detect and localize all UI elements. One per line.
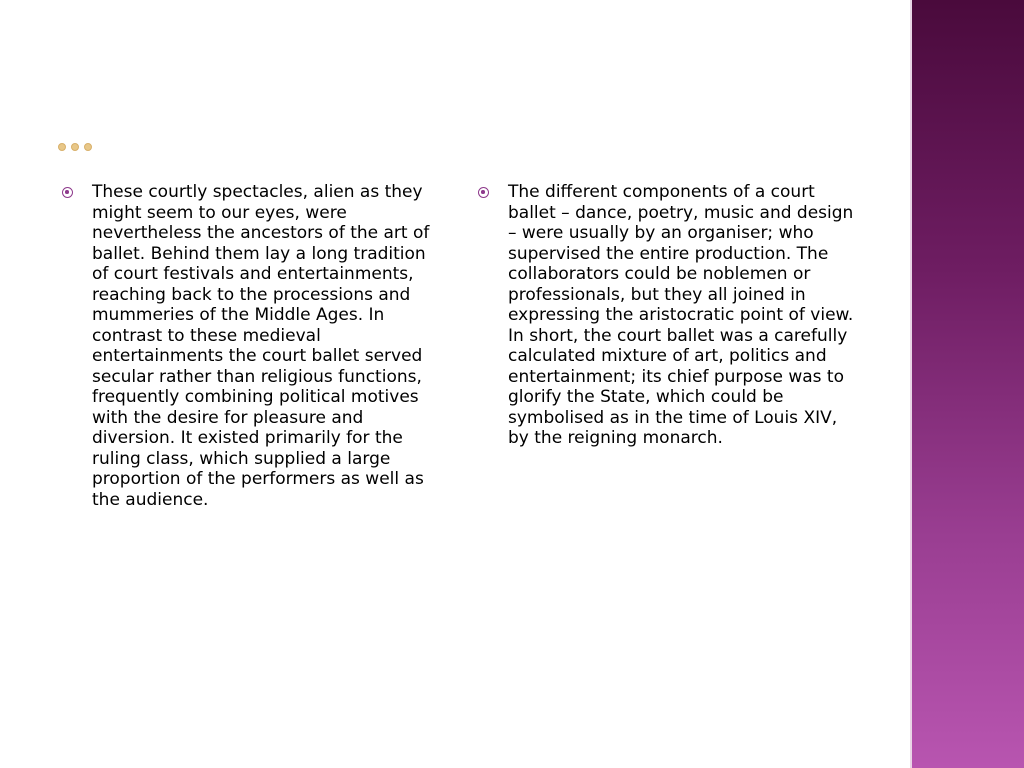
circle-dot-bullet-icon (62, 187, 73, 198)
bullet-item-right (478, 182, 858, 449)
left-column (62, 182, 440, 510)
right-column (478, 182, 858, 449)
ellipsis-dots-icon (58, 143, 92, 151)
dot-icon (84, 143, 92, 151)
dot-icon (71, 143, 79, 151)
left-paragraph-text: These courtly spectacles, alien as they might seem to our eyes, were nevertheless the ancestors of the art of ballet. Behind them lay a long tradition of court festivals and entertainments, reaching back to the processions and mummeries of the Middle Ages. In contrast to these medieval entertainments the court ballet served secular rather than religious functions, frequently combining political motives with the desire for pleasure and diversion. It existed primarily for the ruling class, which supplied a large proportion of the performers as well as the audience. (92, 182, 430, 510)
circle-dot-bullet-icon (478, 187, 489, 198)
right-paragraph-text: The different components of a court ballet – dance, poetry, music and design – were usually by an organiser; who supervised the entire production. The collaborators could be noblemen or professionals, but they all joined in expressing the aristocratic point of view. In short, the court ballet was a carefully calculated mixture of art, politics and entertainment; its chief purpose was to glorify the State, which could be symbolised as in the time of Louis XIV, by the reigning monarch. (508, 182, 854, 448)
side-color-band (912, 0, 1024, 768)
dot-icon (58, 143, 66, 151)
bullet-item-left (62, 182, 440, 510)
